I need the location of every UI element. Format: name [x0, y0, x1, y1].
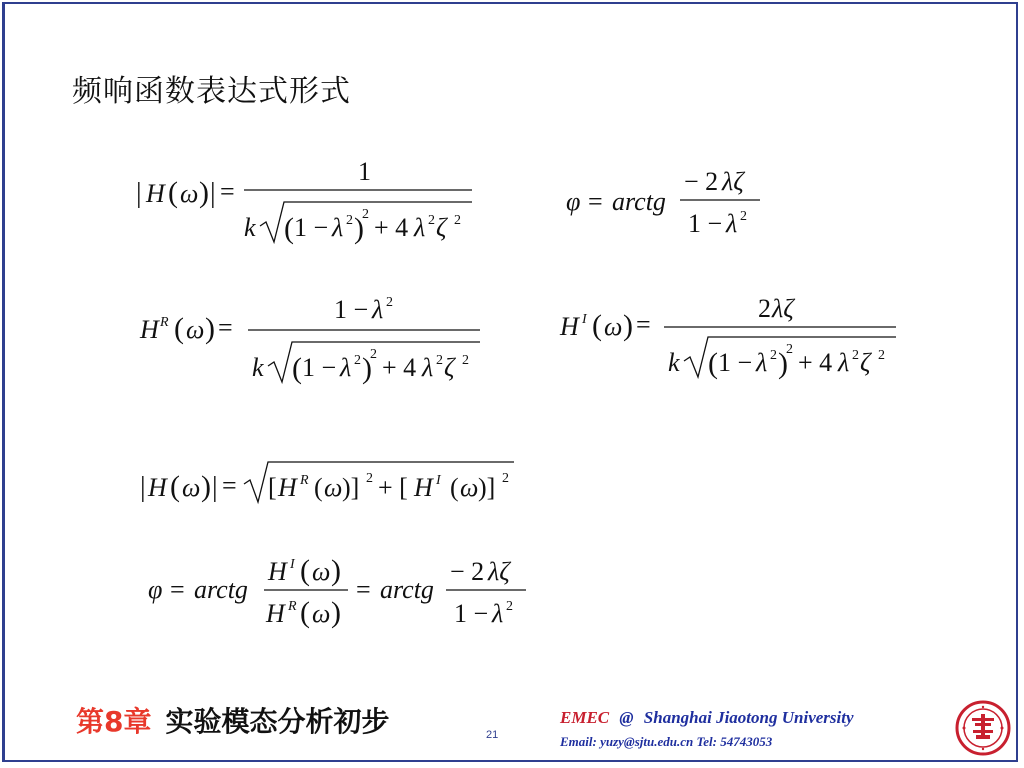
svg-text:R: R — [288, 599, 297, 614]
chapter-prefix: 第 — [76, 705, 105, 738]
svg-text:=: = — [222, 471, 237, 500]
svg-text:φ: φ — [566, 187, 581, 216]
svg-text:): ) — [331, 554, 341, 587]
svg-text:λζ: λζ — [488, 557, 510, 586]
chapter-suffix: 章 — [123, 705, 152, 738]
svg-text:): ) — [201, 470, 211, 503]
svg-text:=: = — [636, 310, 651, 339]
svg-text:2: 2 — [758, 294, 771, 323]
svg-text:I: I — [290, 557, 295, 572]
svg-text:I: I — [582, 312, 587, 327]
svg-text:2: 2 — [362, 207, 369, 222]
svg-text:(: ( — [300, 596, 310, 629]
svg-text:R: R — [160, 315, 169, 330]
svg-text:λ: λ — [372, 295, 384, 324]
svg-text:(: ( — [292, 352, 302, 385]
svg-text:λ: λ — [340, 353, 352, 382]
svg-text:λ: λ — [756, 348, 768, 377]
svg-text:(: ( — [314, 473, 323, 502]
svg-text:=: = — [170, 575, 185, 604]
svg-text:− 2: − 2 — [684, 167, 719, 196]
svg-text:R: R — [300, 473, 309, 488]
svg-text:2: 2 — [346, 213, 353, 228]
svg-text:)]: )] — [478, 473, 496, 502]
svg-text:1: 1 — [358, 157, 371, 186]
svg-text:): ) — [623, 309, 633, 342]
svg-text:2: 2 — [770, 348, 777, 363]
svg-text:ω: ω — [186, 315, 205, 344]
org-emec: EMEC — [560, 708, 610, 727]
svg-text:1 −: 1 − — [688, 209, 723, 238]
formula-phase-from-parts — [148, 548, 538, 638]
svg-text:): ) — [362, 352, 372, 385]
svg-text:λζ: λζ — [772, 294, 794, 323]
svg-text:λζ: λζ — [722, 167, 744, 196]
svg-text:(: ( — [174, 312, 184, 345]
svg-text:2: 2 — [462, 353, 469, 368]
formula-magnitude — [136, 150, 486, 250]
svg-text:): ) — [778, 347, 788, 380]
svg-text:2: 2 — [354, 353, 361, 368]
svg-text:1 −: 1 − — [294, 213, 329, 242]
svg-text:λ: λ — [332, 213, 344, 242]
svg-text:λ: λ — [838, 348, 850, 377]
svg-text:k: k — [252, 353, 264, 382]
svg-text:ω: ω — [312, 557, 331, 586]
slide-title: 频响函数表达式形式 — [72, 74, 351, 109]
svg-text:2: 2 — [428, 213, 435, 228]
svg-text:(: ( — [708, 347, 718, 380]
svg-text:|: | — [210, 178, 216, 209]
organization-line — [560, 708, 854, 728]
svg-text:): ) — [205, 312, 215, 345]
svg-text:ω: ω — [312, 599, 331, 628]
svg-text:arctg: arctg — [194, 575, 248, 604]
svg-text:+ 4: + 4 — [374, 213, 409, 242]
svg-text:|: | — [140, 472, 146, 503]
svg-text:H: H — [266, 599, 285, 628]
formula-real-part — [140, 290, 490, 390]
svg-text:(: ( — [300, 554, 310, 587]
svg-text:k: k — [668, 348, 680, 377]
svg-text:λ: λ — [726, 209, 738, 238]
svg-text:(: ( — [168, 176, 178, 209]
svg-text:=: = — [356, 575, 371, 604]
svg-text:ω: ω — [180, 179, 199, 208]
svg-text:φ: φ — [148, 575, 163, 604]
formula-magnitude-from-parts — [140, 452, 530, 512]
svg-text:H: H — [268, 557, 287, 586]
svg-text:H: H — [278, 473, 297, 502]
page-number: 21 — [486, 729, 499, 741]
svg-text:2: 2 — [852, 348, 859, 363]
svg-text:1 −: 1 − — [718, 348, 753, 377]
svg-text:)]: )] — [342, 473, 360, 502]
svg-text:1 −: 1 − — [454, 599, 489, 628]
svg-text:1 −: 1 − — [302, 353, 337, 382]
svg-text:=: = — [588, 187, 603, 216]
svg-text:ζ: ζ — [444, 353, 455, 382]
svg-text:λ: λ — [422, 353, 434, 382]
svg-text:+ 4: + 4 — [798, 348, 833, 377]
svg-text:arctg: arctg — [612, 187, 666, 216]
svg-text:− 2: − 2 — [450, 557, 485, 586]
svg-text:|: | — [136, 178, 142, 209]
svg-text:2: 2 — [878, 348, 885, 363]
svg-text:λ: λ — [414, 213, 426, 242]
svg-text:H: H — [148, 473, 167, 502]
svg-text:2: 2 — [502, 471, 509, 486]
svg-text:): ) — [354, 212, 364, 245]
svg-text:[: [ — [268, 473, 277, 502]
svg-text:2: 2 — [786, 342, 793, 357]
svg-text:2: 2 — [506, 599, 513, 614]
svg-text:H: H — [140, 315, 159, 344]
svg-text:H: H — [560, 312, 579, 341]
svg-text:ω: ω — [460, 473, 479, 502]
formula-imaginary-part — [560, 285, 910, 385]
svg-text:ω: ω — [182, 473, 201, 502]
svg-text:|: | — [212, 472, 218, 503]
university-seal-icon — [955, 700, 1011, 756]
svg-text:k: k — [244, 213, 256, 242]
contact-line: Email: yuzy@sjtu.edu.cn Tel: 54743053 — [560, 734, 773, 749]
svg-text:arctg: arctg — [380, 575, 434, 604]
svg-text:(: ( — [284, 212, 294, 245]
svg-text:1 −: 1 − — [334, 295, 369, 324]
org-university: Shanghai Jiaotong University — [643, 708, 854, 727]
svg-text:=: = — [220, 177, 235, 206]
formula-phase — [566, 160, 776, 240]
svg-text:ω: ω — [324, 473, 343, 502]
svg-text:2: 2 — [436, 353, 443, 368]
svg-text:2: 2 — [366, 471, 373, 486]
chapter-number: 8 — [104, 705, 124, 738]
svg-text:): ) — [199, 176, 209, 209]
org-at: @ — [619, 708, 634, 727]
svg-text:(: ( — [450, 473, 459, 502]
svg-text:λ: λ — [492, 599, 504, 628]
svg-text:ζ: ζ — [860, 348, 871, 377]
svg-text:): ) — [331, 596, 341, 629]
svg-text:ω: ω — [604, 312, 623, 341]
svg-text:I: I — [436, 473, 441, 488]
svg-text:2: 2 — [386, 295, 393, 310]
svg-text:(: ( — [592, 309, 602, 342]
chapter-name: 实验模态分析初步 — [165, 705, 390, 738]
svg-text:2: 2 — [370, 347, 377, 362]
svg-text:H: H — [414, 473, 433, 502]
svg-text:ζ: ζ — [436, 213, 447, 242]
svg-text:2: 2 — [740, 209, 747, 224]
svg-text:+ 4: + 4 — [382, 353, 417, 382]
svg-text:=: = — [218, 313, 233, 342]
svg-text:H: H — [146, 179, 165, 208]
chapter-label — [76, 700, 390, 740]
svg-text:2: 2 — [454, 213, 461, 228]
svg-text:+ [: + [ — [378, 473, 408, 502]
svg-text:(: ( — [170, 470, 180, 503]
